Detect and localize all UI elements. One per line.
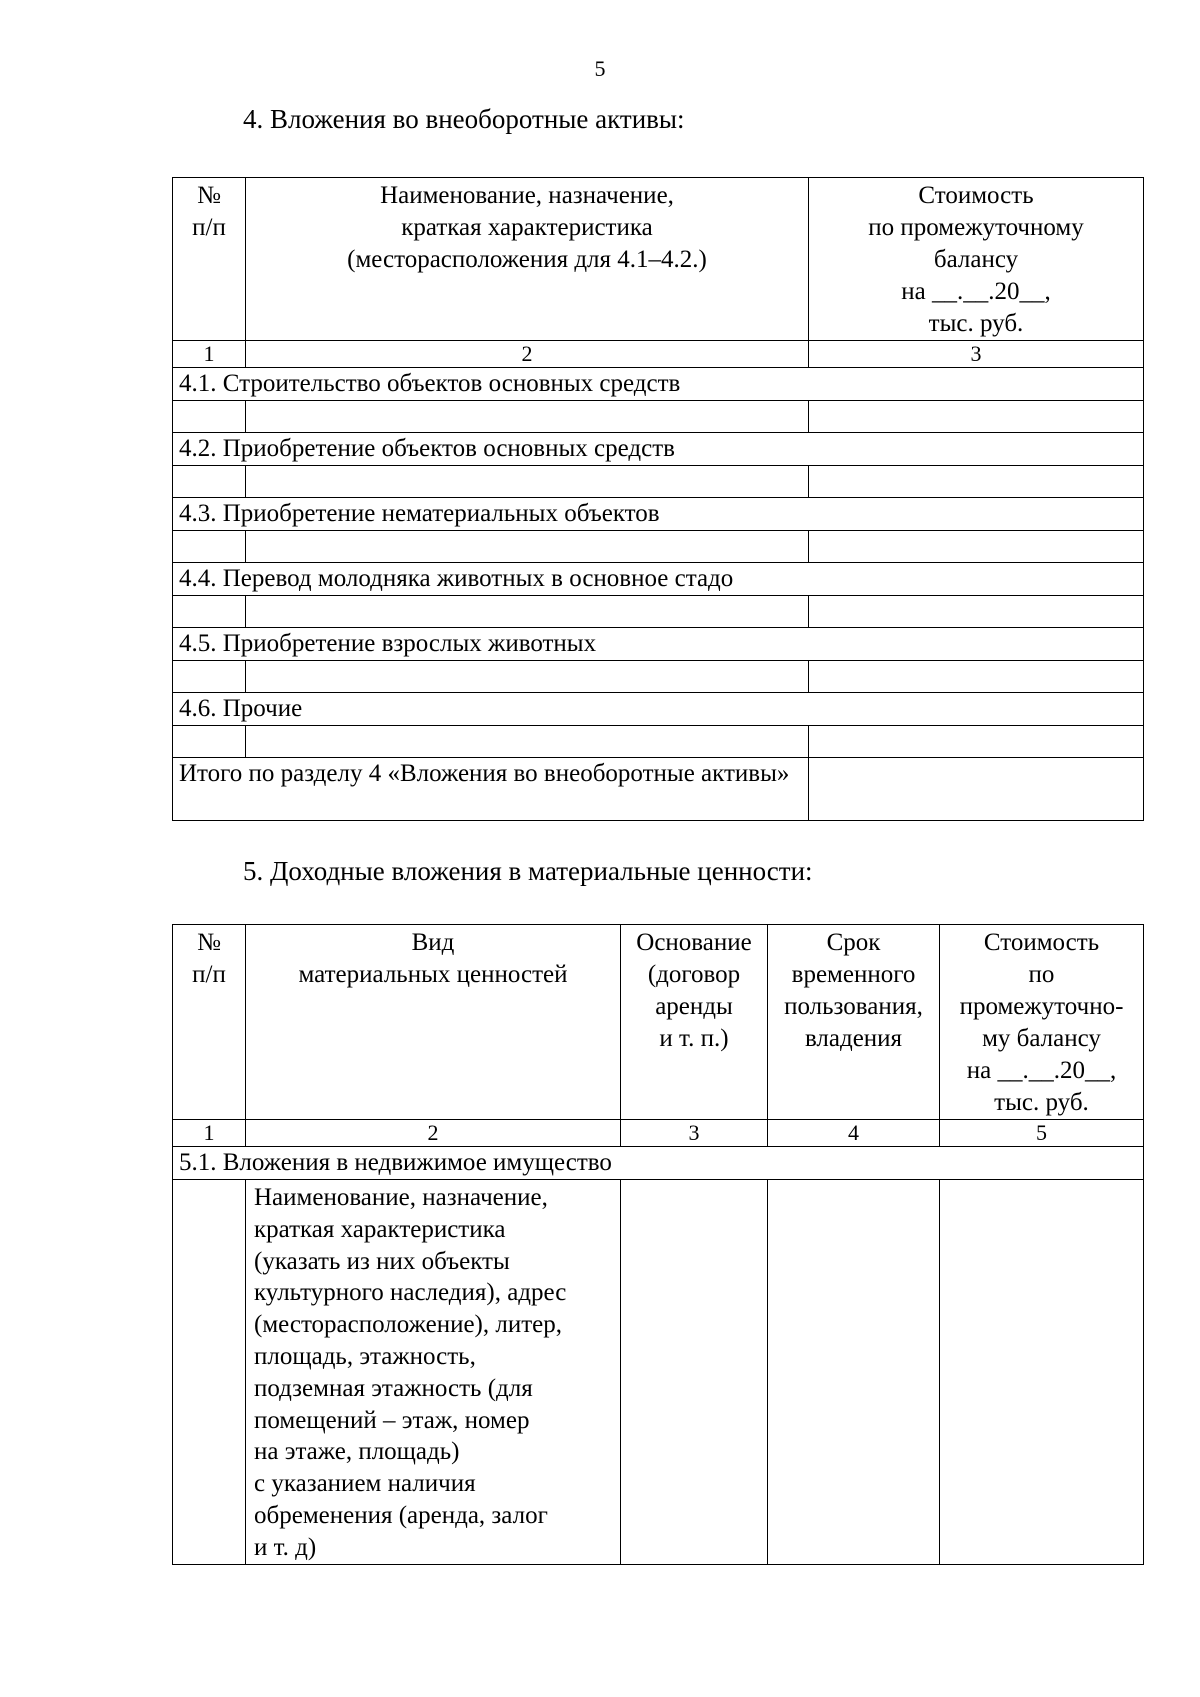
subsection-title: 4.2. Приобретение объектов основных средств	[173, 433, 1144, 466]
column-index-row	[173, 341, 1144, 368]
subsection-row	[173, 498, 1144, 531]
table-cell[interactable]	[246, 661, 809, 693]
header-cost: Стоимость по промежуточно- му балансу на __.__.20__, тыс. руб.	[940, 925, 1144, 1120]
subsection-row	[173, 628, 1144, 661]
total-row	[173, 758, 1144, 821]
column-index: 1	[173, 1120, 246, 1147]
subsection-title: 4.6. Прочие	[173, 693, 1144, 726]
subsection-title: 4.1. Строительство объектов основных средств	[173, 368, 1144, 401]
total-value-cell[interactable]	[809, 758, 1144, 821]
table-cell[interactable]	[621, 1180, 768, 1565]
table-cell[interactable]	[246, 726, 809, 758]
column-index: 5	[940, 1120, 1144, 1147]
subsection-row	[173, 1147, 1144, 1180]
total-label: Итого по разделу 4 «Вложения во внеоборотные активы»	[173, 758, 809, 821]
table-cell[interactable]	[809, 661, 1144, 693]
table-cell[interactable]	[809, 466, 1144, 498]
section-4-heading: 4. Вложения во внеоборотные активы:	[243, 104, 685, 134]
column-index: 2	[246, 341, 809, 368]
section-5-heading: 5. Доходные вложения в материальные ценности:	[243, 856, 813, 886]
table-cell[interactable]	[809, 726, 1144, 758]
column-index: 3	[809, 341, 1144, 368]
table-cell[interactable]	[246, 401, 809, 433]
table-cell[interactable]	[246, 531, 809, 563]
table-cell[interactable]	[768, 1180, 940, 1565]
table-row	[173, 401, 1144, 433]
table-cell[interactable]	[809, 401, 1144, 433]
column-index-row	[173, 1120, 1144, 1147]
table-cell[interactable]	[173, 531, 246, 563]
header-cost: Стоимость по промежуточному балансу на __.__.20__, тыс. руб.	[809, 178, 1144, 341]
header-num: № п/п	[173, 925, 246, 1120]
table-header-row	[173, 925, 1144, 1120]
section-4-table	[172, 177, 1144, 821]
subsection-row	[173, 433, 1144, 466]
table-cell[interactable]	[246, 466, 809, 498]
table-row	[173, 596, 1144, 628]
table-cell[interactable]	[173, 596, 246, 628]
subsection-title: 5.1. Вложения в недвижимое имущество	[173, 1147, 1144, 1180]
table-cell[interactable]	[940, 1180, 1144, 1565]
table-cell[interactable]	[809, 531, 1144, 563]
table-cell[interactable]	[809, 596, 1144, 628]
table-cell[interactable]	[246, 596, 809, 628]
subsection-title: 4.3. Приобретение нематериальных объектов	[173, 498, 1144, 531]
header-basis: Основание (договор аренды и т. п.)	[621, 925, 768, 1120]
table-cell[interactable]	[173, 466, 246, 498]
header-name: Наименование, назначение, краткая характеристика (месторасположения для 4.1–4.2.)	[246, 178, 809, 341]
table-cell[interactable]	[173, 401, 246, 433]
header-num: № п/п	[173, 178, 246, 341]
table-row	[173, 466, 1144, 498]
column-index: 4	[768, 1120, 940, 1147]
subsection-title: 4.5. Приобретение взрослых животных	[173, 628, 1144, 661]
table-row	[173, 661, 1144, 693]
section-5-table	[172, 924, 1144, 1565]
column-index: 1	[173, 341, 246, 368]
table-row	[173, 726, 1144, 758]
column-index: 2	[246, 1120, 621, 1147]
subsection-title: 4.4. Перевод молодняка животных в основное стадо	[173, 563, 1144, 596]
page-number: 5	[594, 56, 606, 81]
table-cell[interactable]	[173, 1180, 246, 1565]
table-header-row	[173, 178, 1144, 341]
table-cell[interactable]	[173, 726, 246, 758]
property-description: Наименование, назначение, краткая характеристика (указать из них объекты культурного наследия), адрес (месторасположение), литер, площадь, этажность, подземная этажность (для помещений – этаж, номер на этаже, площадь) с указанием наличия обременения (аренда, залог и т. д)	[246, 1180, 621, 1565]
subsection-row	[173, 563, 1144, 596]
column-index: 3	[621, 1120, 768, 1147]
subsection-row	[173, 693, 1144, 726]
subsection-row	[173, 368, 1144, 401]
table-cell[interactable]	[173, 661, 246, 693]
table-row	[173, 1180, 1144, 1565]
header-kind: Вид материальных ценностей	[246, 925, 621, 1120]
table-row	[173, 531, 1144, 563]
header-term: Срок временного пользования, владения	[768, 925, 940, 1120]
